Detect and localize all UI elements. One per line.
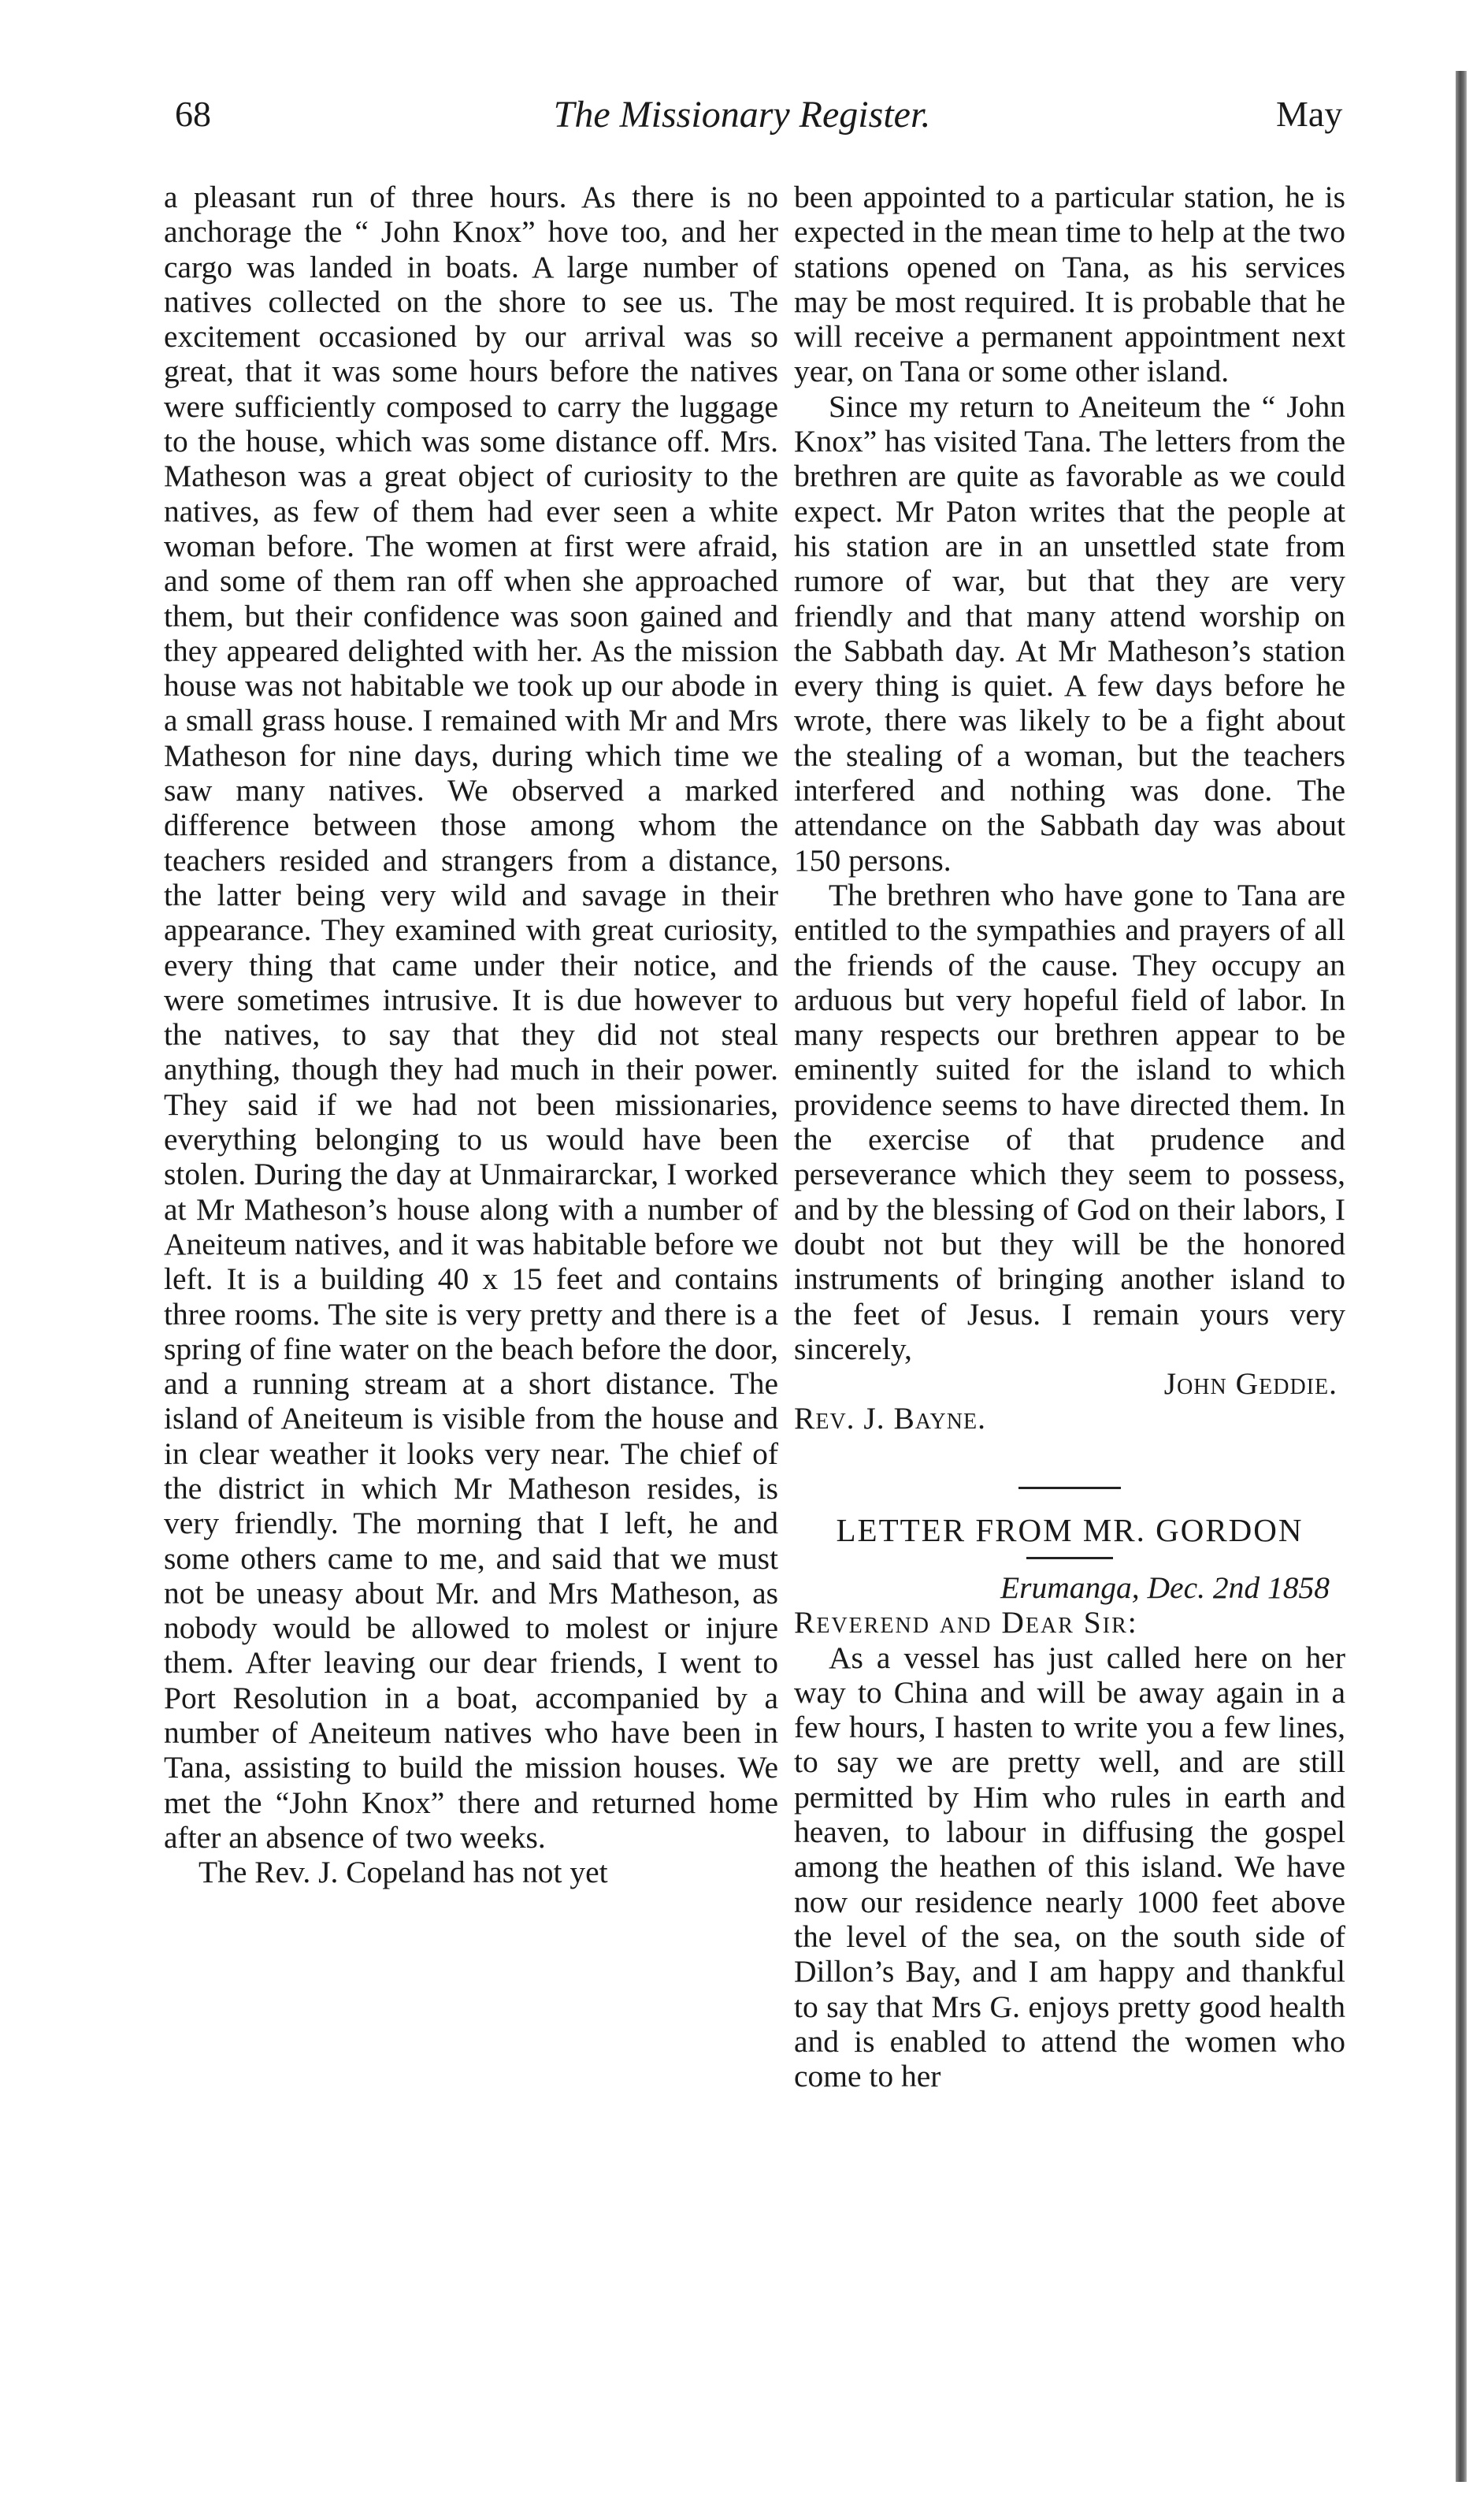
letter-signature: John Geddie.	[1163, 1366, 1337, 1402]
heading-underline	[1026, 1557, 1113, 1559]
right-paragraph: been appointed to a particular station, he is expected in the mean time to help at the two stations opened on Tana, as his services may be most required. It is probable that he will receive a permanent appointment next year, on Tana or some other island.	[794, 180, 1345, 389]
letter-body: As a vessel has just called here on her way to China and will be away again in a few hours, I hasten to write you a few lines, to say we are pretty well, and are still permitted by Him who rules in earth and heaven, to labour in diffusing the gospel among the heathen of this island. We have now our residence nearly 1000 feet above the level of the sea, on the south side of Dillon’s Bay, and I am happy and thankful to say that Mrs G. enjoys pretty good health and is enabled to attend the women who come to her	[794, 1640, 1345, 2094]
letter-salutation: Reverend and Dear Sir:	[794, 1605, 1138, 1640]
journal-title: The Missionary Register.	[553, 94, 931, 136]
page-number: 68	[175, 94, 211, 134]
right-column	[794, 180, 1345, 2093]
letter-addressee: Rev. J. Bayne.	[794, 1401, 986, 1436]
issue-month: May	[1276, 94, 1343, 134]
letter-dateline: Erumanga, Dec. 2nd 1858	[1000, 1569, 1330, 1605]
page-binding-edge	[1456, 71, 1467, 2482]
letter-heading: LETTER FROM MR. GORDON	[836, 1511, 1304, 1548]
section-divider	[1018, 1487, 1121, 1489]
left-column	[164, 180, 778, 1890]
page-header	[0, 93, 1484, 148]
right-paragraph: The brethren who have gone to Tana are entitled to the sympathies and prayers of all the friends of the cause. They occupy an arduous but very hopeful field of labor. In many respects our brethren appear to be eminently suited for the island to which providence seems to have directed them. In the exercise of that prudence and perseverance which they seem to possess, and by the blessing of God on their labors, I doubt not but they will be the honored instruments of bringing another island to the feet of Jesus. I remain yours very sincerely,	[794, 877, 1345, 1366]
left-paragraph: a pleasant run of three hours. As there is no anchorage the “ John Knox” hove too, and her cargo was landed in boats. A large number of natives collected on the shore to see us. The excitement occasioned by our arrival was so great, that it was some hours before the natives were sufficiently composed to carry the luggage to the house, which was some distance off. Mrs. Matheson was a great object of curiosity to the natives, as few of them had ever seen a white woman before. The women at first were afraid, and some of them ran off when she approached them, but their confidence was soon gained and they appeared delighted with her. As the mission house was not habitable we took up our abode in a small grass house. I remained with Mr and Mrs Matheson for nine days, during which time we saw many natives. We observed a marked difference between those among whom the teachers resided and strangers from a distance, the latter being very wild and savage in their appearance. They examined with great curiosity, every thing that came under their notice, and were sometimes intrusive. It is due however to the natives, to say that they did not steal anything, though they had much in their power. They said if we had not been missionaries, everything belonging to us would have been stolen. During the day at Unmairarckar, I worked at Mr Matheson’s house along with a number of Aneiteum natives, and it was habitable before we left. It is a building 40 x 15 feet and contains three rooms. The site is very pretty and there is a spring of fine water on the beach before the door, and a running stream at a short distance. The island of Aneiteum is visible from the house and in clear weather it looks very near. The chief of the district in which Mr Matheson resides, is very friendly. The morning that I left, he and some others came to me, and said that we must not be uneasy about Mr. and Mrs Matheson, as nobody would be allowed to molest or injure them. After leaving our dear friends, I went to Port Resolution in a boat, accompanied by a number of Aneiteum natives who have been in Tana, assisting to build the mission houses. We met the “John Knox” there and returned home after an absence of two weeks.	[164, 180, 778, 1855]
right-paragraph: Since my return to Aneiteum the “ John Knox” has visited Tana. The letters from the brethren are quite as favorable as we could expect. Mr Paton writes that the people at his station are in an unsettled state from rumore of war, but that they are very friendly and that many attend worship on the Sabbath day. At Mr Matheson’s station every thing is quiet. A few days before he wrote, there was likely to be a fight about the stealing of a woman, but the teachers interfered and nothing was done. The attendance on the Sabbath day was about 150 persons.	[794, 388, 1346, 878]
left-paragraph: The Rev. J. Copeland has not yet	[198, 1855, 608, 1890]
